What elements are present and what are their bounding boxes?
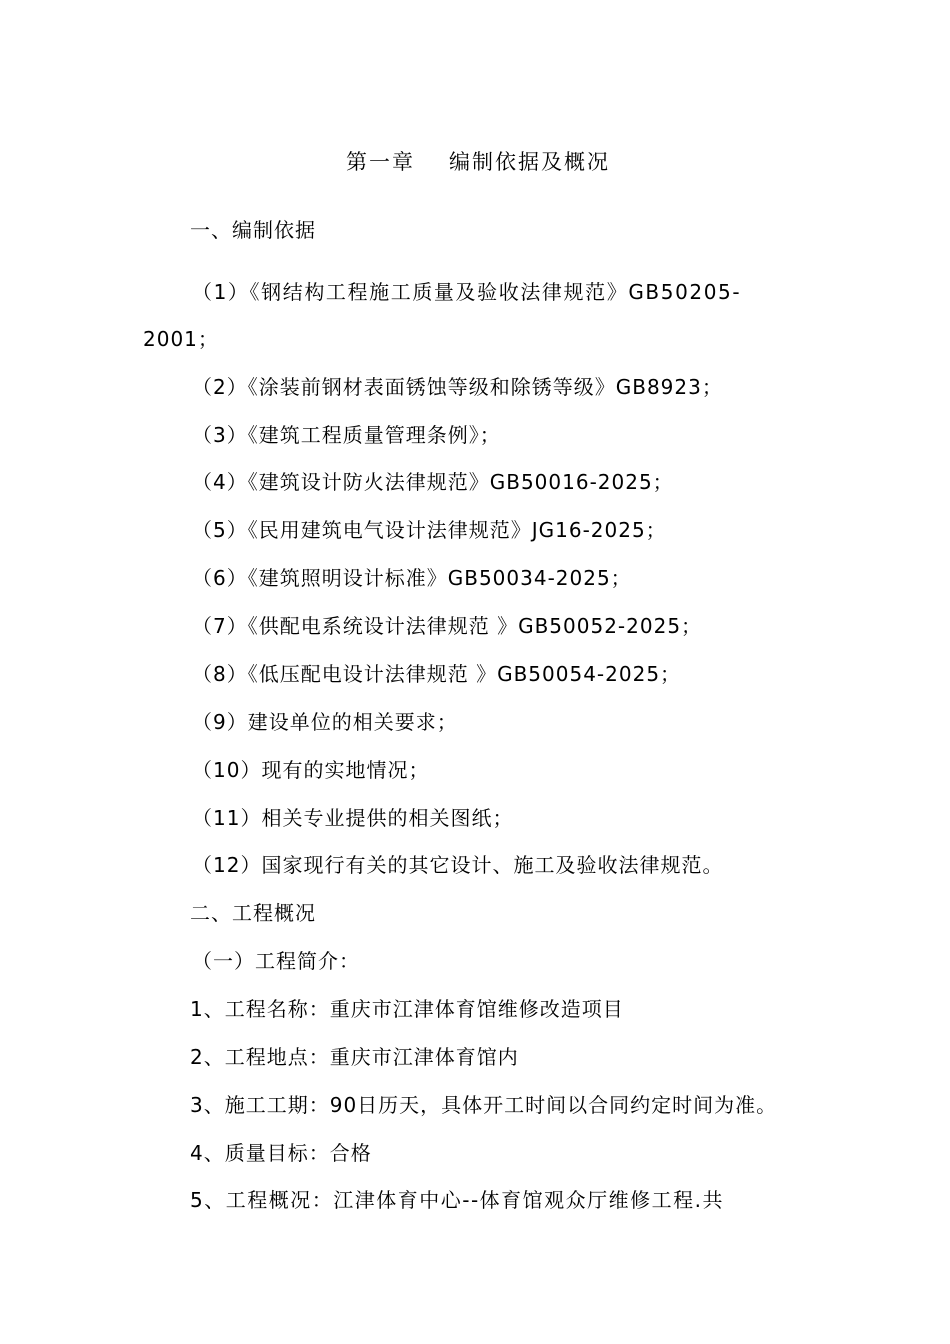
basis-item-4: （4）《建筑设计防火法律规范》GB50016-2025； xyxy=(192,470,674,494)
basis-item-1-continued: 2001； xyxy=(143,327,219,351)
chapter-number: 第一章 xyxy=(346,150,415,174)
basis-item-3: （3）《建筑工程质量管理条例》； xyxy=(192,423,501,447)
section-heading-basis: 一、编制依据 xyxy=(190,218,316,242)
basis-item-2: （2）《涂装前钢材表面锈蚀等级和除锈等级》GB8923； xyxy=(192,375,723,399)
chapter-title: 编制依据及概况 xyxy=(449,150,610,174)
basis-item-5: （5）《民用建筑电气设计法律规范》JG16-2025； xyxy=(192,518,667,542)
section-heading-overview: 二、工程概况 xyxy=(190,901,316,925)
basis-item-8: （8）《低压配电设计法律规范 》GB50054-2025； xyxy=(192,662,682,686)
basis-item-9: （9）建设单位的相关要求； xyxy=(192,710,458,734)
basis-item-1: （1）《钢结构工程施工质量及验收法律规范》GB50205- xyxy=(192,280,742,304)
basis-item-11: （11）相关专业提供的相关图纸； xyxy=(192,806,514,830)
overview-item-4: 4、质量目标：合格 xyxy=(190,1141,372,1165)
overview-subheading: （一）工程简介： xyxy=(192,949,360,973)
basis-item-7: （7）《供配电系统设计法律规范 》GB50052-2025； xyxy=(192,614,703,638)
chapter-heading xyxy=(346,150,610,174)
basis-item-10: （10）现有的实地情况； xyxy=(192,758,430,782)
basis-item-6: （6）《建筑照明设计标准》GB50034-2025； xyxy=(192,566,632,590)
overview-item-2: 2、工程地点：重庆市江津体育馆内 xyxy=(190,1045,519,1069)
overview-item-3: 3、施工工期：90日历天，具体开工时间以合同约定时间为准。 xyxy=(190,1093,778,1117)
overview-item-5: 5、工程概况：江津体育中心--体育馆观众厅维修工程.共 xyxy=(190,1188,725,1212)
basis-item-12: （12）国家现行有关的其它设计、施工及验收法律规范。 xyxy=(192,853,724,877)
overview-item-1: 1、工程名称：重庆市江津体育馆维修改造项目 xyxy=(190,997,624,1021)
